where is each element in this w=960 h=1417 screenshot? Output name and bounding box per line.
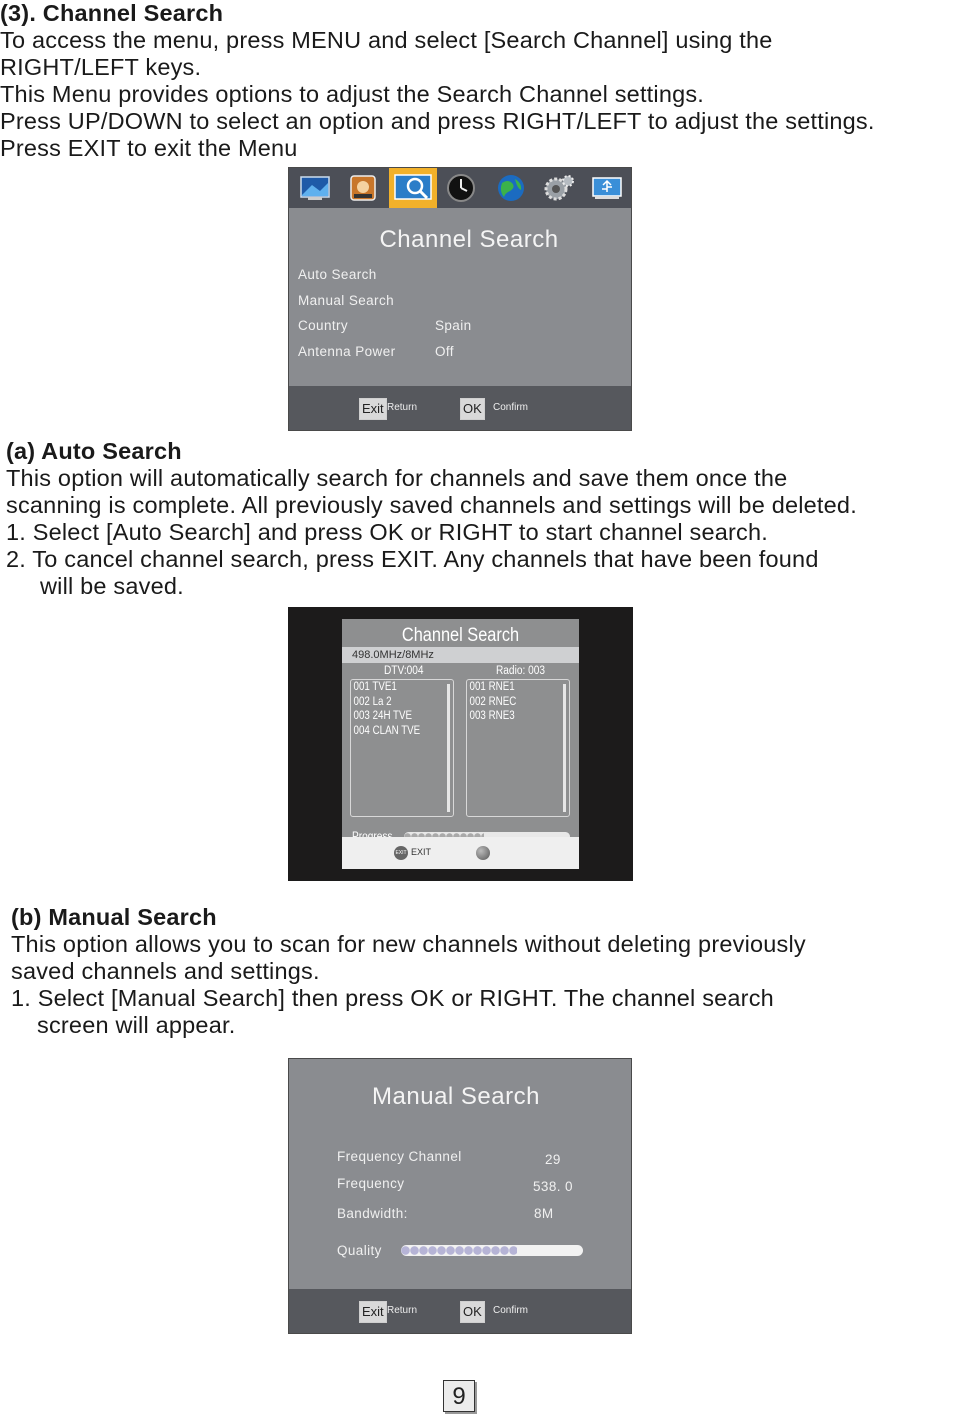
progress-title: Channel Search (401, 625, 520, 646)
bandwidth-label[interactable]: Bandwidth: (337, 1206, 408, 1221)
scrollbar[interactable] (563, 684, 566, 812)
auto-search-line: 1. Select [Auto Search] and press OK or RIGHT to start channel search. (6, 519, 769, 545)
menu-title: Channel Search (379, 226, 559, 253)
frequency-channel-label[interactable]: Frequency Channel (337, 1149, 462, 1164)
frequency-readout: 498.0MHz/8MHz (342, 647, 579, 663)
manual-search-heading: (b) Manual Search (11, 904, 217, 930)
manual-footer (289, 1289, 631, 1333)
frequency-value[interactable]: 538. 0 (533, 1179, 573, 1194)
search-icon[interactable] (389, 168, 437, 208)
list-item: 003 24H TVE (353, 710, 413, 722)
progress-panel (342, 619, 579, 869)
channel-search-progress-screen (288, 607, 633, 881)
manual-search-line: screen will appear. (37, 1012, 236, 1038)
intro-line: This Menu provides options to adjust the Search Channel settings. (0, 81, 705, 107)
menu-item-country[interactable]: Country (298, 318, 349, 333)
quality-fill (401, 1245, 517, 1256)
gear-icon[interactable] (543, 172, 575, 204)
manual-search-screen (288, 1058, 632, 1334)
list-item: 002 RNEC (469, 695, 517, 708)
manual-search-line: saved channels and settings. (11, 958, 320, 984)
ok-key[interactable]: OK (460, 1301, 485, 1323)
list-item: 002 La 2 (353, 695, 392, 708)
bandwidth-value[interactable]: 8M (534, 1206, 554, 1221)
exit-hint: Return (387, 1305, 418, 1316)
menu-item-auto-search[interactable]: Auto Search (298, 267, 377, 282)
page-number: 9 (443, 1380, 475, 1412)
menu-item-manual-search[interactable]: Manual Search (298, 293, 395, 308)
auto-search-line: will be saved. (40, 573, 184, 599)
intro-line: RIGHT/LEFT keys. (0, 54, 202, 80)
list-item: 001 TVE1 (353, 681, 397, 693)
exit-key[interactable]: Exit (359, 398, 387, 420)
section-heading: (3). Channel Search (0, 0, 224, 26)
menu-icon-bar (289, 168, 631, 208)
menu-footer (289, 386, 631, 430)
ok-hint: Confirm (493, 1305, 529, 1316)
scrollbar[interactable] (447, 684, 450, 812)
manual-search-line: 1. Select [Manual Search] then press OK or RIGHT. The channel search (11, 985, 774, 1011)
intro-line: To access the menu, press MENU and select [Search Channel] using the (0, 27, 773, 53)
auto-search-line: 2. To cancel channel search, press EXIT. Any channels that have been found (6, 546, 819, 572)
list-item: 003 RNE3 (469, 710, 515, 722)
usb-icon[interactable] (591, 172, 623, 204)
progress-footer (342, 837, 579, 869)
manual-search-title: Manual Search (372, 1083, 540, 1110)
auto-search-line: This option will automatically search for channels and save them once the (6, 465, 788, 491)
exit-button[interactable]: EXIT (394, 846, 408, 860)
globe-icon[interactable] (495, 172, 527, 204)
radio-count: Radio: 003 (496, 665, 545, 677)
clock-icon[interactable] (445, 172, 477, 204)
quality-bar (401, 1245, 583, 1256)
sound-icon[interactable] (347, 172, 379, 204)
dtv-channel-list[interactable] (350, 679, 454, 817)
channel-search-menu-screen (288, 167, 632, 431)
list-item: 004 CLAN TVE (353, 724, 421, 737)
menu-item-antenna-power[interactable]: Antenna Power (298, 344, 396, 359)
list-item: 001 RNE1 (469, 681, 515, 693)
exit-key[interactable]: Exit (359, 1301, 387, 1323)
ok-hint: Confirm (493, 402, 529, 413)
auto-search-line: scanning is complete. All previously saved channels and settings will be deleted. (6, 492, 857, 518)
frequency-channel-value[interactable]: 29 (545, 1152, 561, 1167)
exit-hint: Return (387, 402, 418, 413)
picture-icon[interactable] (299, 172, 331, 204)
ok-key[interactable]: OK (460, 398, 485, 420)
intro-line: Press EXIT to exit the Menu (0, 135, 298, 161)
quality-label: Quality (337, 1243, 382, 1258)
manual-search-line: This option allows you to scan for new channels without deleting previously (11, 931, 806, 957)
auto-search-heading: (a) Auto Search (6, 438, 182, 464)
country-value[interactable]: Spain (435, 318, 472, 333)
exit-hint: EXIT (411, 847, 432, 857)
antenna-power-value[interactable]: Off (435, 344, 454, 359)
dtv-count: DTV:004 (384, 665, 424, 677)
status-indicator-icon (476, 846, 490, 860)
intro-line: Press UP/DOWN to select an option and press RIGHT/LEFT to adjust the settings. (0, 108, 875, 134)
frequency-label[interactable]: Frequency (337, 1176, 405, 1191)
radio-channel-list[interactable] (466, 679, 570, 817)
